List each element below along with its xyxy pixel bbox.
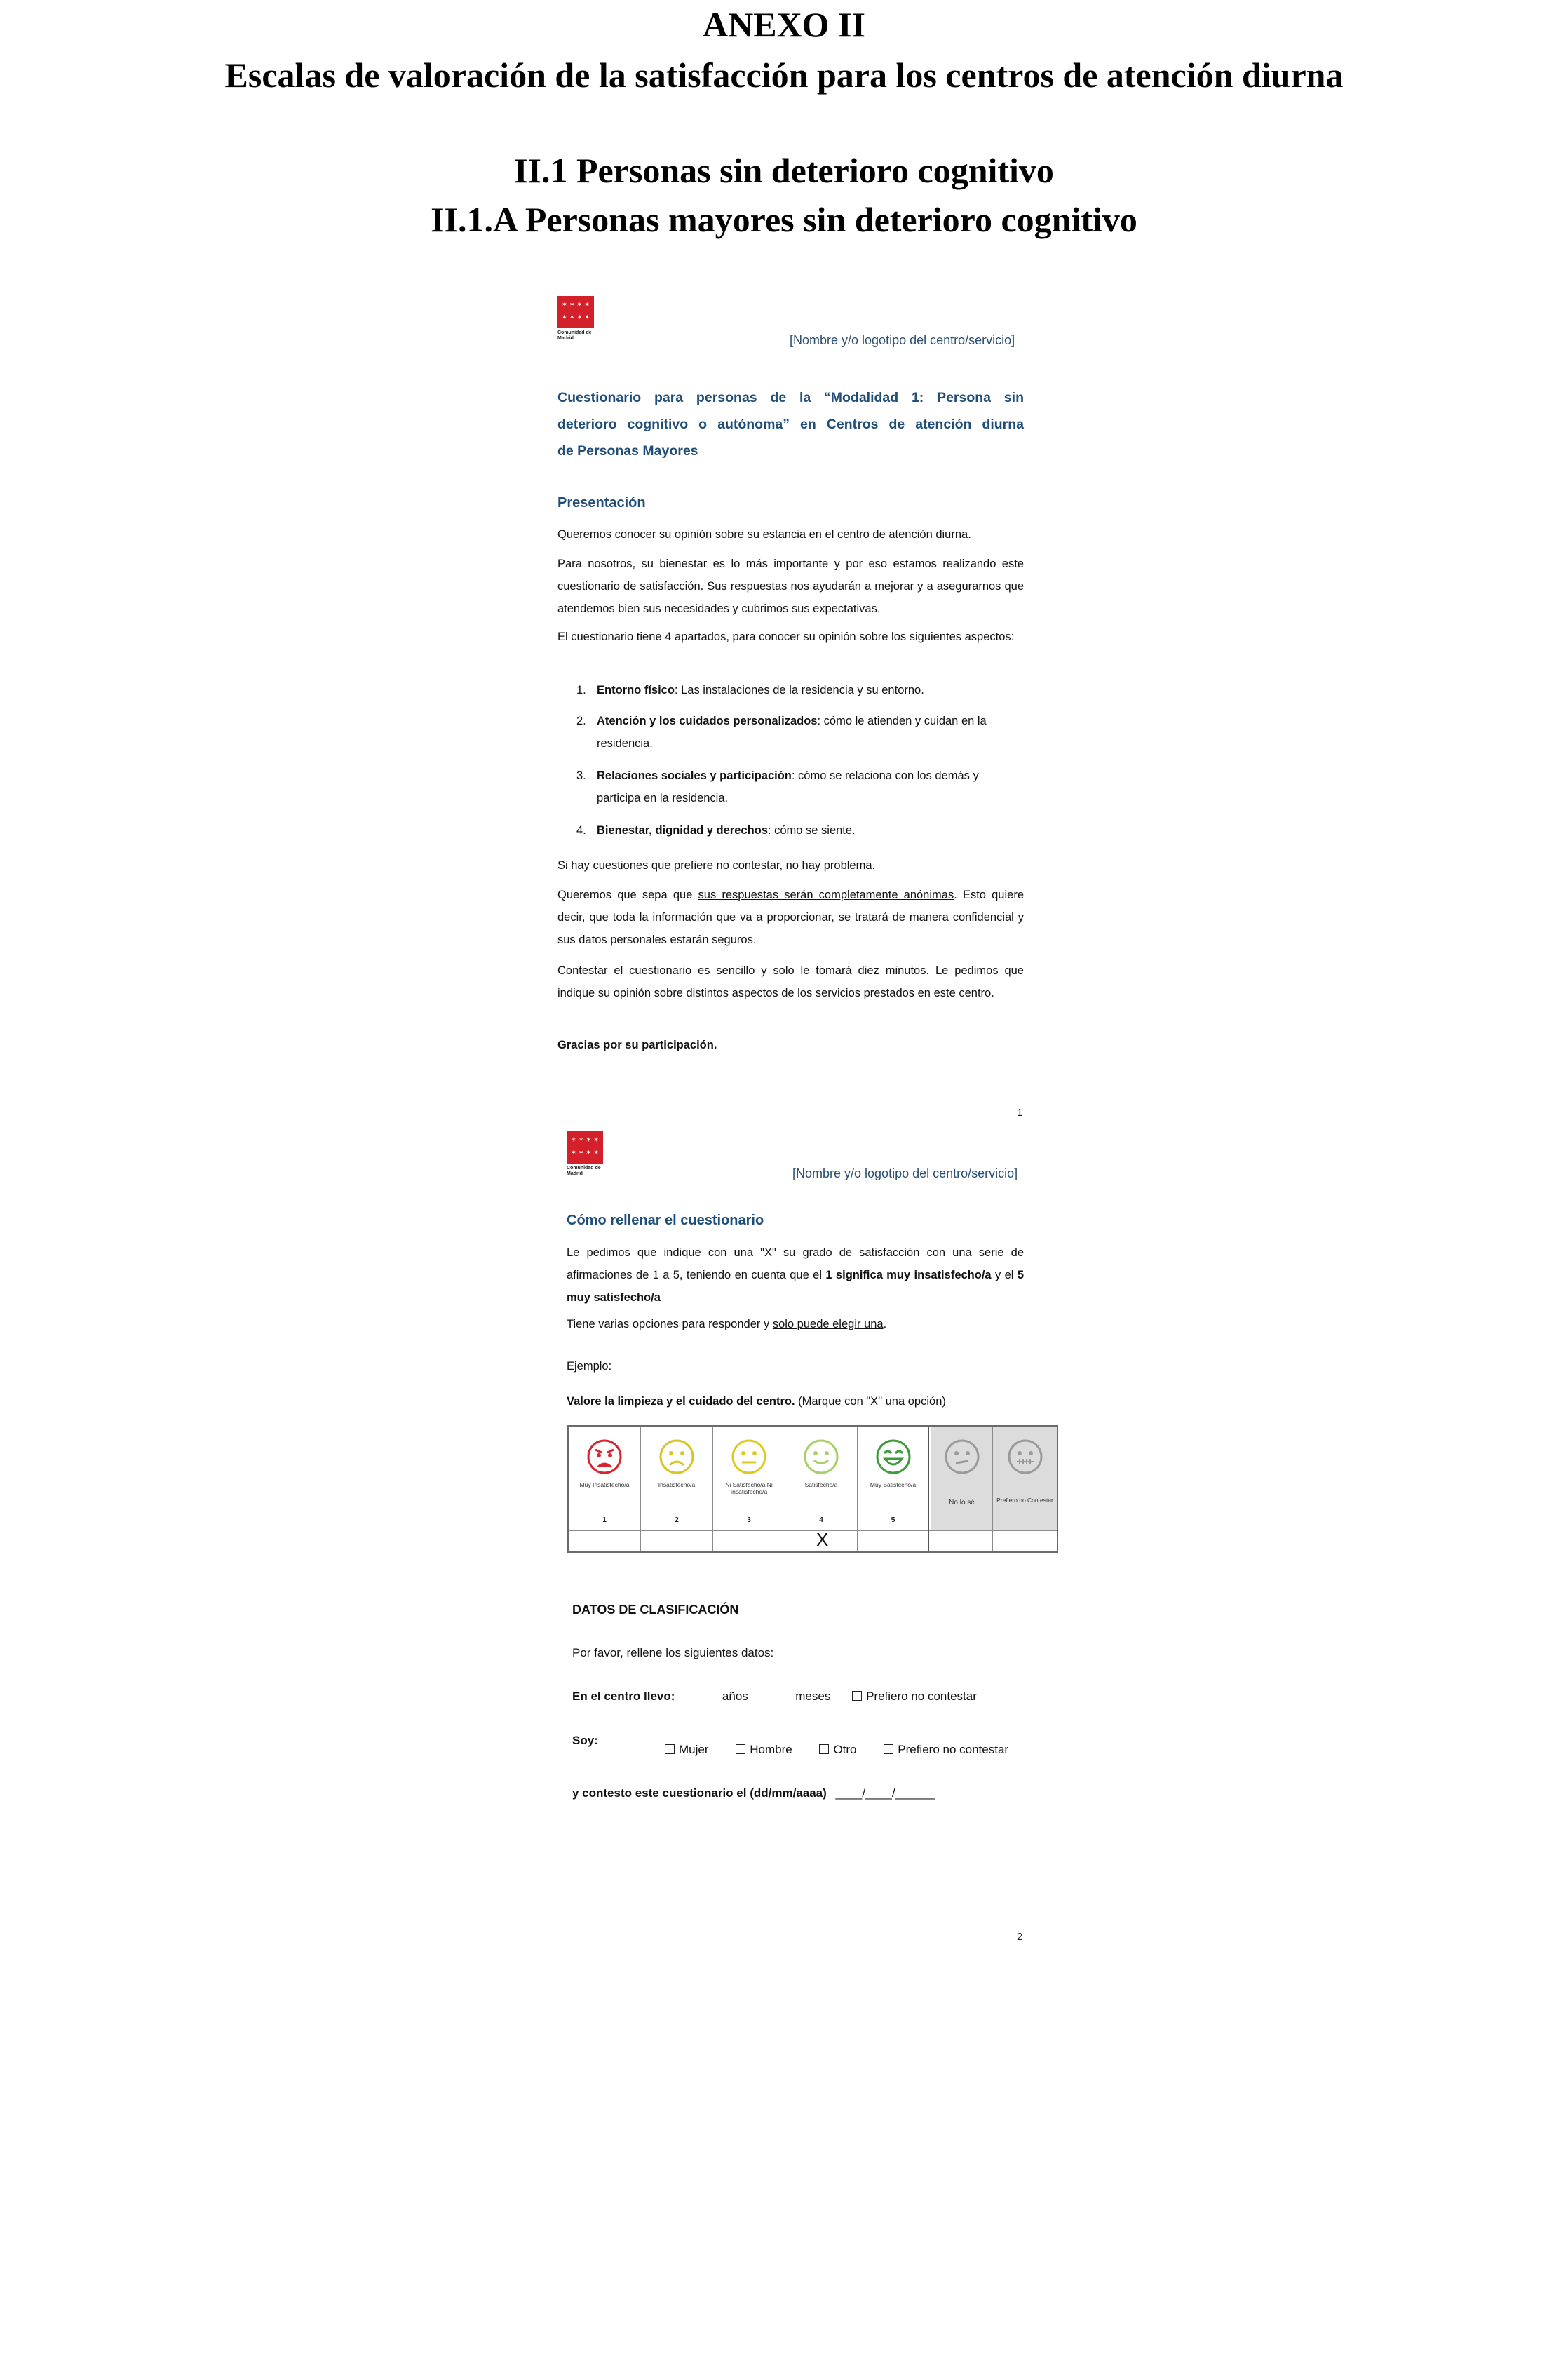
neutral-face-icon	[730, 1438, 768, 1476]
months-input[interactable]	[755, 1690, 790, 1704]
page-number-1: 1	[1017, 1107, 1023, 1119]
thanks-line: Gracias por su participación.	[557, 1039, 717, 1051]
subsection-heading: II.1.A Personas mayores sin deterioro cognitivo	[431, 200, 1137, 239]
paragraph-4: Queremos que sepa que sus respuestas serán completamente anónimas. Esto quiere decir, que toda la información que va a proporcionar, se tratará de manera confidencial y sus datos personales estarán seguros.	[557, 889, 1024, 946]
years-input[interactable]	[681, 1690, 716, 1704]
questionnaire-title: Cuestionario para personas de la “Modalidad 1: Persona sin deterioro cognitivo o autónoma” en Centros de atención diurna de Personas Mayores	[557, 390, 1024, 459]
unhappy-face-icon	[658, 1438, 696, 1476]
very-happy-face-icon	[874, 1438, 912, 1476]
instructions-paragraph: Le pedimos que indique con una "X" su grado de satisfacción con una serie de afirmaciones de 1 a 5, teniendo en cuenta que el 1 significa muy insatisfecho/a y el 5 muy satisfecho/a	[567, 1246, 1025, 1304]
section-heading: II.1 Personas sin deterioro cognitivo	[514, 151, 1054, 190]
paragraph-1: Para nosotros, su bienestar es lo más importante y por eso estamos realizando este cuestionario de satisfacción. Sus respuestas nos ayudarán a mejorar y a asegurarnos que atendemos bien sus necesidades y cubrimos sus expectativas.	[557, 558, 1024, 615]
prefer-not-answer-time-checkbox[interactable]	[852, 1691, 862, 1701]
options-paragraph: Tiene varias opciones para responder y solo puede elegir una.	[567, 1318, 887, 1330]
prefer-not-answer-option[interactable]: Prefiero no Contestar	[993, 1427, 1057, 1530]
paragraph-3: Si hay cuestiones que prefiere no contestar, no hay problema.	[557, 859, 876, 872]
gender-other-checkbox[interactable]	[819, 1744, 829, 1754]
intro-paragraph: Queremos conocer su opinión sobre su estancia en el centro de atención diurna.	[557, 528, 971, 541]
paragraph-2: El cuestionario tiene 4 apartados, para conocer su opinión sobre los siguientes aspectos:	[557, 631, 1015, 643]
aspect-item-2: 2. Atención y los cuidados personalizados: cómo le atienden y cuidan en la residencia.	[576, 715, 987, 750]
gender-male-checkbox[interactable]	[736, 1744, 745, 1754]
date-input[interactable]: ____/____/______	[835, 1786, 935, 1800]
gender-prefer-not-checkbox[interactable]	[884, 1744, 893, 1754]
aspect-item-4: 4. Bienestar, dignidad y derechos: cómo se siente.	[576, 824, 856, 837]
date-row: y contesto este cuestionario el (dd/mm/aaaa) ____/____/______	[572, 1786, 935, 1800]
satisfaction-scale-table	[567, 1425, 1058, 1553]
gender-options: Mujer Hombre Otro Prefiero no contestar	[665, 1743, 1008, 1757]
classification-intro: Por favor, rellene los siguientes datos:	[572, 1646, 774, 1659]
example-x-mark: X	[816, 1529, 829, 1550]
paragraph-5: Contestar el cuestionario es sencillo y solo le tomará diez minutos. Le pedimos que indique su opinión sobre distintos aspectos de los servicios prestados en este centro.	[557, 964, 1024, 999]
how-to-fill-heading: Cómo rellenar el cuestionario	[567, 1213, 764, 1228]
scale-option-3[interactable]: Ni Satisfecho/a Ni Insatisfecho/a 3	[713, 1427, 785, 1530]
scale-option-2[interactable]: Insatisfecho/a 2	[641, 1427, 713, 1530]
center-name-placeholder: [Nombre y/o logotipo del centro/servicio]	[790, 333, 1015, 347]
comunidad-madrid-logo: ✶ ✶ ✶ ✶ ✶ ✶ ✶ ✶ Comunidad de Madrid	[557, 296, 600, 342]
annex-subtitle: Escalas de valoración de la satisfacción para los centros de atención diurna	[224, 55, 1344, 95]
classification-heading: DATOS DE CLASIFICACIÓN	[572, 1603, 739, 1617]
happy-face-icon	[802, 1438, 840, 1476]
aspect-item-1: 1. Entorno físico: Las instalaciones de la residencia y su entorno.	[576, 684, 924, 696]
example-label: Ejemplo:	[567, 1360, 612, 1373]
presentation-heading: Presentación	[557, 495, 646, 511]
scale-option-5[interactable]: Muy Satisfecho/a 5	[858, 1427, 931, 1530]
example-question: Valore la limpieza y el cuidado del centro. (Marque con "X" una opción)	[567, 1395, 946, 1408]
aspect-item-3: 3. Relaciones sociales y participación: cómo se relaciona con los demás y participa en la residencia.	[576, 769, 979, 804]
very-unhappy-face-icon	[586, 1438, 623, 1476]
zipped-mouth-face-icon	[1006, 1438, 1044, 1476]
time-in-center-row: En el centro llevo: años meses Prefiero no contestar	[572, 1690, 977, 1703]
gender-label: Soy:	[572, 1734, 598, 1747]
comunidad-madrid-logo-2: ✶ ✶ ✶ ✶ ✶ ✶ ✶ ✶ Comunidad de Madrid	[567, 1131, 609, 1177]
thinking-face-icon	[943, 1438, 981, 1476]
dont-know-option[interactable]: No lo sé	[931, 1427, 993, 1530]
scale-option-4[interactable]: Satisfecho/a 4	[785, 1427, 858, 1530]
scale-option-1[interactable]: Muy Insatisfecho/a 1	[569, 1427, 641, 1530]
gender-female-checkbox[interactable]	[665, 1744, 675, 1754]
page-number-2: 2	[1017, 1931, 1023, 1943]
annex-title: ANEXO II	[703, 5, 865, 44]
center-name-placeholder-2: [Nombre y/o logotipo del centro/servicio]	[792, 1166, 1018, 1180]
